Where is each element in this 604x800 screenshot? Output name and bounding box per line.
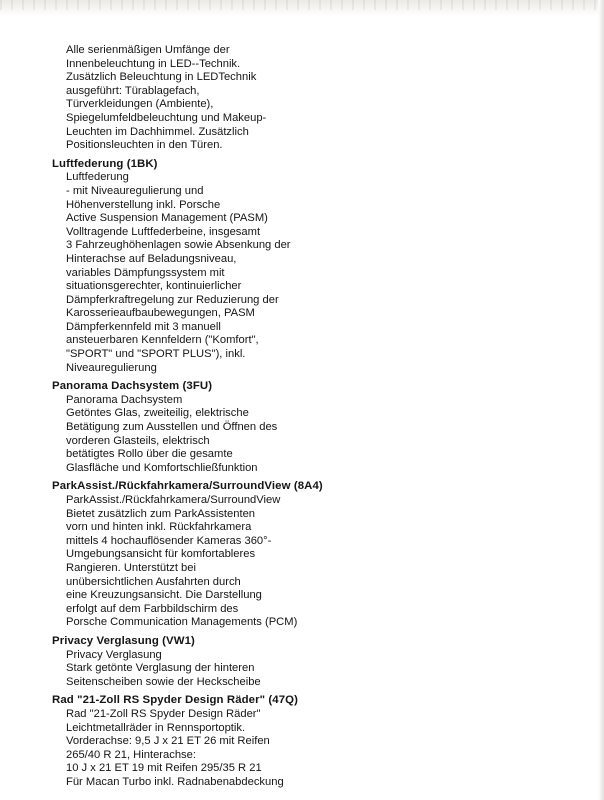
intro-line: Türverkleidungen (Ambiente), — [66, 98, 214, 111]
section-line: Privacy Verglasung — [66, 648, 162, 661]
section-line: Dämpferkennfeld mit 3 manuell — [66, 320, 221, 333]
intro-paragraph — [66, 44, 592, 153]
section-line: Luftfederung — [66, 171, 129, 184]
intro-line: Alle serienmäßigen Umfänge der — [66, 44, 230, 56]
section-line: Dämpferkraftregelung zur Reduzierung der — [66, 293, 279, 306]
section-line: unübersichtlichen Ausfahrten durch — [66, 575, 241, 588]
section-title: Rad "21-Zoll RS Spyder Design Räder" (47Q) — [52, 694, 299, 707]
scan-top-edge — [0, 0, 604, 16]
section-line: variables Dämpfungssystem mit — [66, 266, 225, 279]
section-line: Getöntes Glas, zweiteilig, elektrische — [66, 407, 249, 420]
section-rad-21-zoll — [52, 694, 592, 789]
section-line: Glasfläche und Komfortschließfunktion — [66, 461, 258, 474]
section-line: Porsche Communication Managements (PCM) — [66, 616, 298, 629]
section-line: 10 J x 21 ET 19 mit Reifen 295/35 R 21 — [66, 762, 262, 775]
section-line: Stark getönte Verglasung der hinteren — [66, 662, 255, 675]
section-line: ParkAssist./Rückfahrkamera/SurroundView — [66, 494, 281, 506]
section-title: ParkAssist./Rückfahrkamera/SurroundView (8A4) — [52, 480, 323, 493]
intro-line: Innenbeleuchtung in LED--Technik. — [66, 57, 241, 70]
section-line: Leichtmetallräder in Rennsportoptik. — [66, 721, 246, 734]
intro-line: Leuchten im Dachhimmel. Zusätzlich — [66, 125, 249, 138]
section-line: vorn und hinten inkl. Rückfahrkamera — [66, 521, 252, 534]
section-line: 3 Fahrzeughöhenlagen sowie Absenkung der — [66, 239, 291, 252]
section-line: erfolgt auf dem Farbbildschirm des — [66, 602, 239, 615]
section-line: situationsgerechter, kontinuierlicher — [66, 280, 242, 293]
section-body — [66, 708, 592, 790]
section-line: Vorderachse: 9,5 J x 21 ET 26 mit Reifen — [66, 735, 270, 748]
section-panorama-dachsystem — [52, 380, 592, 475]
scan-right-edge — [598, 0, 604, 800]
section-line: Bietet zusätzlich zum ParkAssistenten — [66, 507, 256, 520]
intro-line: Zusätzlich Beleuchtung in LEDTechnik — [66, 71, 257, 84]
section-privacy-verglasung — [52, 635, 592, 689]
section-line: vorderen Glasteils, elektrisch — [66, 434, 210, 447]
section-line: Höhenverstellung inkl. Porsche — [66, 198, 221, 211]
section-line: Umgebungsansicht für komfortableres — [66, 548, 256, 561]
section-line: "SPORT" und "SPORT PLUS"), inkl. — [66, 348, 246, 361]
section-body — [66, 394, 592, 476]
section-line: Panorama Dachsystem — [66, 393, 183, 406]
section-line: - mit Niveauregulierung und — [66, 184, 204, 197]
section-body — [66, 171, 592, 375]
section-line: Seitenscheiben sowie der Heckscheibe — [66, 675, 261, 688]
section-line: Rad "21-Zoll RS Spyder Design Räder" — [66, 707, 261, 720]
section-luftfederung — [52, 158, 592, 376]
section-body — [66, 649, 592, 690]
intro-line: Spiegelumfeldbeleuchtung und Makeup- — [66, 111, 267, 124]
section-title: Privacy Verglasung (VW1) — [52, 634, 195, 647]
section-line: Niveauregulierung — [66, 361, 157, 374]
section-line: Active Suspension Management (PASM) — [66, 212, 268, 225]
section-parkassist — [52, 480, 592, 630]
section-line: Hinterachse auf Beladungsniveau, — [66, 252, 237, 265]
section-line: ansteuerbaren Kennfeldern ("Komfort", — [66, 334, 259, 347]
section-line: 265/40 R 21, Hinterachse: — [66, 748, 196, 761]
section-line: Rangieren. Unterstützt bei — [66, 561, 196, 574]
section-title: Panorama Dachsystem (3FU) — [52, 380, 213, 393]
equipment-list — [52, 44, 592, 789]
scan-streaks — [0, 0, 604, 10]
section-line: Volltragende Luftfederbeine, insgesamt — [66, 225, 261, 238]
section-line: Karosserieaufbaubewegungen, PASM — [66, 307, 255, 320]
section-line: Für Macan Turbo inkl. Radnabenabdeckung — [66, 775, 284, 788]
intro-line: ausgeführt: Türablagefach, — [66, 84, 200, 97]
section-line: eine Kreuzungsansicht. Die Darstellung — [66, 589, 262, 602]
intro-line: Positionsleuchten in den Türen. — [66, 139, 223, 152]
section-body — [66, 494, 592, 630]
section-title: Luftfederung (1BK) — [52, 157, 158, 170]
section-line: Betätigung zum Ausstellen und Öffnen des — [66, 421, 278, 434]
section-line: mittels 4 hochauflösender Kameras 360°- — [66, 534, 272, 547]
section-line: betätigtes Rollo über die gesamte — [66, 448, 233, 461]
